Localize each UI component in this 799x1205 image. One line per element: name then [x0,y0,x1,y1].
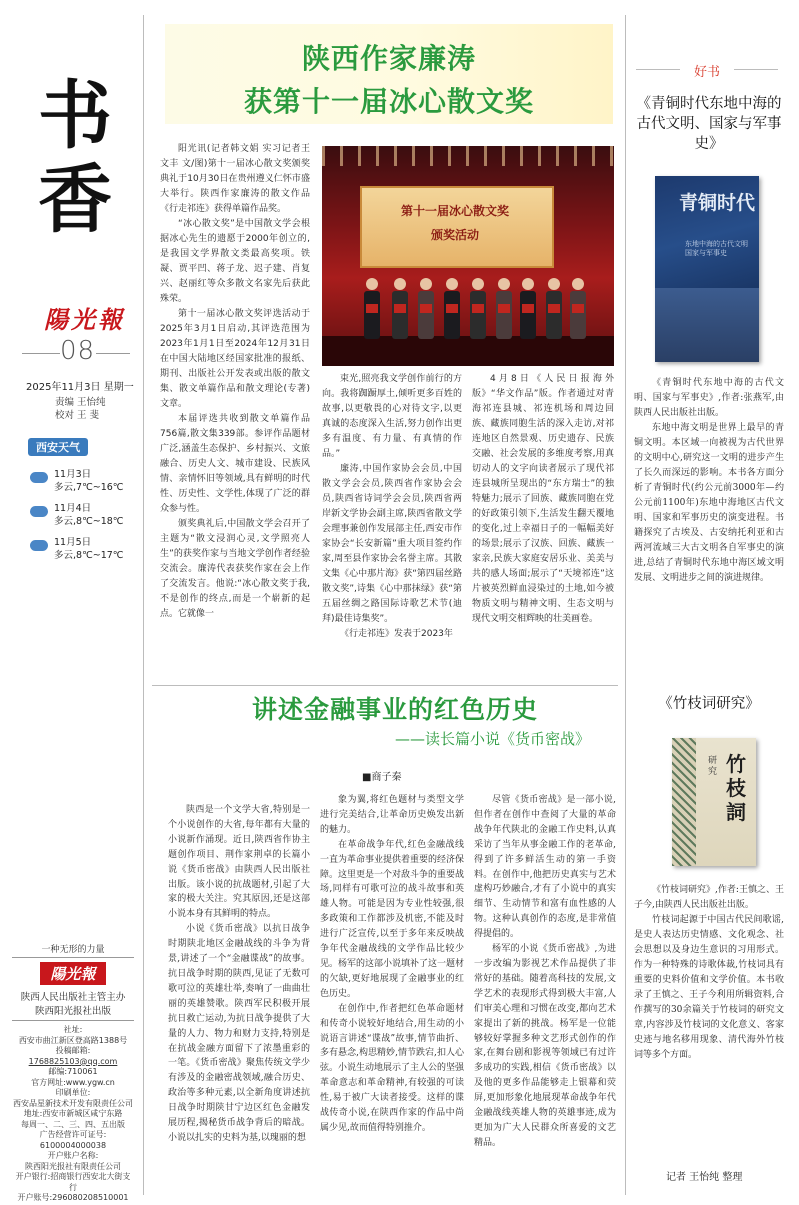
book1-cover [655,176,759,362]
article1-col3 [472,372,614,674]
masthead-logo: 陽光報 [44,305,125,334]
masthead-title-char1: 书 [38,73,112,159]
paragraph: 廉涛,中国作家协会会员,中国散文学会会员,陕西省作家协会会员,陕西省诗词学会会员,陕西省两岸新文学协会副主席,陕西省散文学会理事兼创作发展部主任,西安市作家协会“长安新篇”重大项目签约作家,周至县作家协会名誉主席。其散文集《心中那片海》获“第四届丝路散文奖”,诗集《心中那抹绿》获“第五届丝绸之路国际诗歌艺术节(迪拜)最佳诗集奖”。 [322,464,462,624]
issue-date: 2025年11月3日 星期一 [26,382,134,393]
divider [143,15,144,1195]
book2-text [634,883,784,1153]
article2-byline: ■商子秦 [362,772,402,783]
cloud-icon [30,506,48,517]
proofreader-line: 校对 王 斐 [55,410,100,421]
publisher-line: 地址:西安市新城区咸宁东路 [23,1109,123,1118]
award-winners-group [322,146,614,366]
weather-desc: 多云,8℃~17℃ [54,550,124,561]
person-figure [546,278,562,339]
weather-date: 11月5日 [54,537,92,548]
paragraph: 束光,照亮我文学创作前行的方向。我将踟蹰厚土,倾听更多百姓的故事,以更敬畏的心对待文字,以更真诚的态度深入生活,努力创作出更多有温度、有力量、有真情的作品。” [322,374,462,459]
paragraph: 象为翼,将红色题材与类型文学进行完美结合,让革命历史焕发出新的魅力。 [320,795,464,835]
publisher-line: 官方网址:www.ygw.cn [31,1077,115,1087]
publisher-line: 1768825103@qq.com [28,1056,118,1066]
paragraph: 《青铜时代东地中海的古代文明、国家与军事史》,作者:张燕军,由陕西人民出版社出版。 [634,378,784,418]
good-book-tag: 好书 [693,65,720,80]
paragraph: 阳光讯(记者韩文娟 实习记者王文丰 文/图)第十一届冰心散文奖颁奖典礼于10月30日在贵州遵义仁怀市盛大举行。陕西作家廉涛的散文作品《行走祁连》获得单篇作品奖。 [160,144,310,214]
photo-screen-text: 第十一届冰心散文奖 [400,204,509,218]
paragraph: 尽管《货币密战》是一部小说,但作者在创作中查阅了大量的革命战争年代陕北的金融工作史料,认真采访了当年从事金融工作的老革命,得到了许多鲜活生动的第一手资料。在创作中,他把历史真实与艺术虚构巧妙融合,才有了小说中的真实细节、生动情节和富有血性感的人物。这种认真创作的态度,是非常值得提倡的。 [474,795,616,940]
publisher-line: 6100004000038 [39,1140,107,1150]
publisher-line: 陕西阳光报社有限责任公司 [25,1161,121,1171]
book1-title: 《青铜时代东地中海的古代文明、国家与军事史》 [636,96,782,152]
weather-day [28,534,130,568]
masthead [0,0,140,1205]
article2-headline: 讲述金融事业的红色历史 [251,695,538,724]
article1-headline: 陕西作家廉涛 [301,42,476,75]
publisher-sponsor: 陕西阳光报社出版 [12,1003,134,1021]
paragraph: “冰心散文奖”是中国散文学会根据冰心先生的遗愿于2000年创立的,是我国文学界散文类最高奖项。铁凝、贾平凹、蒋子龙、迟子建、肖复兴、赵丽红等众多散文名家先后获此殊荣。 [160,219,310,304]
page-number: 08 [60,336,96,366]
paragraph: 东地中海文明是世界上最早的青铜文明。本区域一向被视为古代世界的文明中心,研究这一文明的进步产生了长久而深远的影响。本书各方面分析了青铜时代(约公元前3000年—约公元前1100年)东地中海地区古代文明、国家和军事历史的演变进程。书籍探究了古埃及、古安纳托利亚和古两河流域三大古文明各自军事史的演进,总结了青铜时代东地中海区域文明发展、文明进步之间的演进规律。 [634,423,784,583]
weather-day [28,466,130,500]
publisher-details [12,1025,134,1204]
person-figure [392,278,408,339]
publisher-line: 印刷单位: [55,1088,91,1097]
article1-headline: 获第十一届冰心散文奖 [243,85,534,118]
publisher-line: 邮编:710061 [48,1067,98,1076]
person-figure [444,278,460,339]
book1-cover-art [655,288,759,362]
book2-cover [672,738,756,866]
article2-col2 [320,793,464,1195]
cloud-icon [30,472,48,483]
publisher-line: 西安品星新技术开发有限责任公司 [13,1098,133,1108]
weather-date: 11月3日 [54,469,92,480]
paragraph: 4月8日《人民日报海外版》“华文作品”版。作者通过对青海祁连县城、祁连机场和周边回族、藏族同胞生活的深入走访,对祁连地区自然景观、历史遗存、民族交融、社会发展的多维度考察,用真切动人的文字向读者展示了现代祁连县城所呈现出的“东方瑞士”的独特魅力;展示了回族、藏族同胞在党的好政策引领下,生活发生翻天覆地的变化,过上幸福日子的一幅幅美好的场景;展示了汉族、回族、藏族一家亲,民族大家庭安居乐业、美美与共的感人场面;展示了“天境祁连”这片被英烈鲜血浸染过的土地,如今被物质文明与精神文明、生态文明与现代文明交相辉映的壮美画卷。 [472,374,614,624]
paragraph: 第十一届冰心散文奖评选活动于2025年3月1日启动,其评选范围为2023年1月1日至2024年12月31日在中国大陆地区经国家批准的报纸、期刊、出版社公开发表或出版的散文集、散文单篇作品和散文理论(专著)文章。 [160,309,310,409]
publisher-slogan: 一种无形的力量 [12,942,134,958]
editor-line: 责编 王怡纯 [55,397,106,408]
paragraph: 在革命战争年代,红色金融战线一直为革命事业提供着重要的经济保障。这里更是一个对敌斗争的重要战场,同样有可歌可泣的战斗故事和英雄人物。可能是因为专业性较强,很多政策和工作都涉及机密,不能及时进行广泛宣传,以至于多年来反映战争年代金融战线的文学作品比较少见。杨军的这部小说填补了这一题材的欠缺,更好地展现了金融事业的红色历史。 [320,839,464,999]
person-figure [496,278,512,339]
paragraph: 竹枝词起源于中国古代民间歌谣,是史人表达历史情感、文化观念、社会思想以及身边生意识的习用形式。作为一种特殊的诗歌体裁,竹枝词具有重要的史料价值和文学价值。本书收录了王慎之、王子今利用所辑资料,合作撰写的30余篇关于竹枝词的研究文章,内容涉及竹枝词的文化意义、客家史迹与地名移用现象、清代海外竹枝词等多个方面。 [634,915,784,1060]
book2-cover-title: 竹枝詞 [726,752,746,824]
publisher-logo: 陽光報 [40,962,105,985]
publisher-line: 开户账号:296080208510001 [17,1193,129,1202]
book2-cover-subtitle: 研究 [708,756,718,777]
section-divider [152,685,618,686]
person-figure [470,278,486,339]
weather-day [28,500,130,534]
paragraph: 颁奖典礼后,中国散文学会召开了主题为“散文浸润心灵,文学照亮人生”的获奖作家与当地文学创作者经验交流会。廉涛代表获奖作家在会上作了交流发言。他说:“冰心散文奖于我,不是创作的终点,而是一个崭新的起点。它就像一 [160,519,310,619]
book2-title: 《竹枝词研究》 [658,696,760,712]
article2-col3 [474,793,616,1195]
sidebar-reporter: 记者 王怡纯 整理 [666,1172,743,1183]
photo-screen-text: 颁奖活动 [430,228,479,242]
person-figure [418,278,434,339]
paragraph: 小说《货币密战》以抗日战争时期陕北地区金融战线的斗争为背景,讲述了一个“金融谍战”的故事。抗日战争时期的陕西,见证了无数可歌可泣的英雄壮举,奏响了一曲曲壮丽的英雄赞歌。陕西军民积极开展抗日救亡运动,为抗日战争提供了大量的人力、物力和财力支持,特别是在抗战金融方面留下了浓墨重彩的一笔。《货币密战》聚焦传统文学少有涉及的金融密战领域,融合历史、政治等多种元素,以全新角度讲述抗日战争时期陕甘宁边区红色金融发展历程,揭秘货币战争背后的暗战。小说以扎实的史料为基,以瑰丽的想 [168,924,310,1143]
page-number-rule-right [96,353,130,354]
book2-cover-pattern [672,738,696,866]
paragraph: 《行走祁连》发表于2023年 [340,629,453,639]
book1-cover-subtitle: 东地中海的古代文明国家与军事史 [685,240,748,257]
publisher-line: 广告经营许可证号: [39,1130,107,1139]
publisher-box [12,942,134,1204]
paragraph: 陕西是一个文学大省,特别是一个小说创作的大省,每年都有大量的小说新作涌现。近日,陕西省作协主题创作项目、荆作家荆卓的长篇小说《货币密战》由陕西人民出版社出版。该小说的抗战题材,引起了大家的极大关注。究其原因,还是这部小说本身有其鲜明的特点。 [168,805,310,920]
tag-rule-left [636,69,680,70]
weather-desc: 多云,8℃~18℃ [54,516,124,527]
weather-desc: 多云,7℃~16℃ [54,482,124,493]
publisher-sponsor: 陕西人民出版社主管主办 [20,992,126,1003]
publisher-line: 开户银行:招商银行西安北大街支行 [15,1172,131,1192]
paragraph: 杨军的小说《货币密战》,为进一步改编为影视艺术作品提供了非常好的基础。随着高科技的发展,文学艺术的表现形式得到极大丰富,人们审美心理和习惯在改变,都向艺术家提出了新的挑战。杨军是一位能够较好掌握多种文艺形式创作的作家,在舞台剧和影视等领域已有过许多成功的实践,相信《货币密战》以及他的更多作品能够走上银幕和荧屏,更加形象化地展现革命战争年代金融战线英雄人物的英雄事迹,成为更加为广大人民群众所喜爱的文艺精品。 [474,944,616,1148]
publisher-line: 西安市曲江新区登高路1388号 [18,1035,128,1045]
article1-col1 [160,142,310,674]
weather-title: 西安天气 [28,438,88,456]
article2-subheadline: ——读长篇小说《货币密战》 [394,730,590,748]
weather-panel [28,436,130,568]
weather-date: 11月4日 [54,503,92,514]
paragraph: 《竹枝词研究》,作者:王慎之、王子今,由陕西人民出版社出版。 [634,885,784,910]
article2-col1 [168,803,310,1195]
cloud-icon [30,540,48,551]
publisher-line: 开户账户名称: [47,1151,99,1160]
paragraph: 在创作中,作者把红色革命题材和传奇小说较好地结合,用生动的小说语言讲述“谍战”故事,情节曲折、多有悬念,构思精妙,情节跌宕,扣人心弦。小说生动地展示了主人公的坚强革命意志和革命精神,有较强的可读性,易于被广大读者接受。这样的谍战传奇小说,在陕西作家的作品中尚属少见,故而值得特别推介。 [320,1003,464,1133]
page-number-rule-left [22,353,60,354]
book1-text [634,376,784,678]
book1-cover-title: 青铜时代 [678,192,755,214]
publisher-line: 每周一、二、三、四、五出版 [21,1119,125,1129]
divider [625,15,626,1195]
publisher-line: 投稿邮箱: [55,1046,91,1055]
person-figure [520,278,536,339]
masthead-title-char2: 香 [38,157,112,243]
person-figure [570,278,586,339]
publisher-line: 社址: [63,1025,83,1034]
paragraph: 本届评选共收到散文单篇作品756篇,散文集339部。参评作品题材广泛,涵盖生态保护、乡村振兴、文旅融合、历史人文、城市建设、民族风情、亲情怀旧等领域,具有鲜明的时代性、历史性、文学性,体现了广泛的群众参与性。 [160,414,310,514]
article1-col2 [322,372,462,674]
person-figure [364,278,380,339]
tag-rule-right [734,69,778,70]
